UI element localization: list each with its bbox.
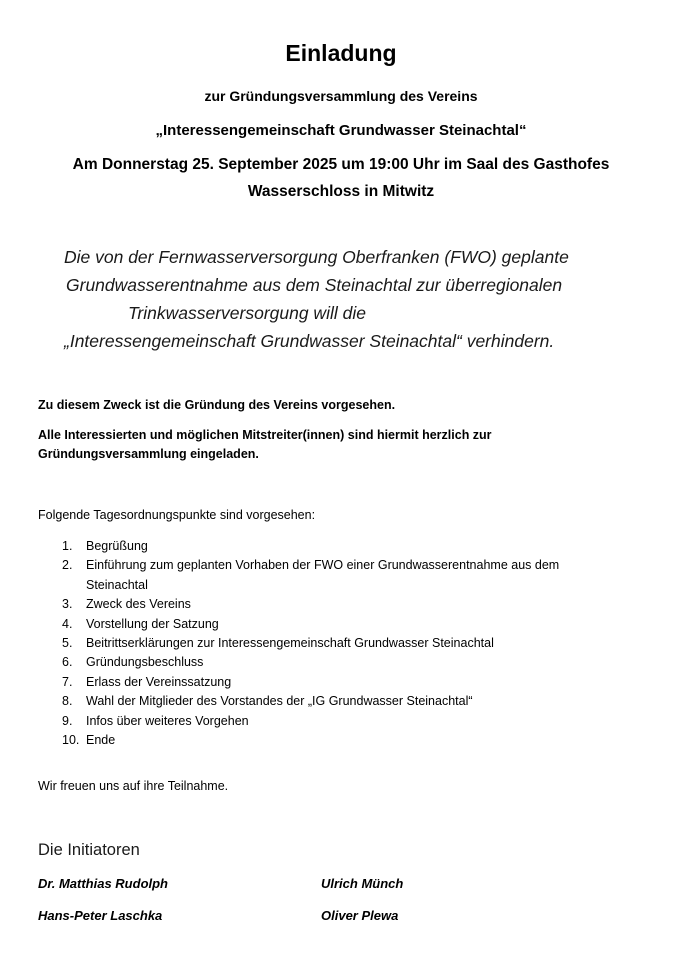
agenda-text: Ende (86, 732, 116, 747)
agenda-item (62, 712, 622, 731)
agenda-number: 8. (62, 694, 73, 709)
document-title: Einladung (285, 40, 397, 66)
agenda-text: Infos über weiteres Vorgehen (86, 713, 249, 728)
agenda-number: 7. (62, 674, 73, 689)
signatory-name: Oliver Plewa (321, 908, 399, 923)
agenda-intro: Folgende Tagesordnungspunkte sind vorgesehen: (38, 508, 316, 522)
date-line-1: Am Donnerstag 25. September 2025 um 19:00 Uhr im Saal des Gasthofes (72, 156, 610, 173)
agenda-text: Begrüßung (86, 539, 148, 553)
initiators-heading: Die Initiatoren (38, 841, 140, 859)
agenda-item (62, 556, 622, 595)
thanks-text: Wir freuen uns auf ihre Teilnahme. (38, 779, 229, 793)
signatory-name: Hans-Peter Laschka (38, 908, 163, 923)
purpose-text: Zu diesem Zweck ist die Gründung des Vereins vorgesehen. (38, 398, 396, 412)
agenda-text: Wahl der Mitglieder des Vorstandes der „IG Grundwasser Steinachtal“ (86, 694, 473, 709)
agenda-number: 3. (62, 597, 73, 612)
invite-line-2: Gründungsversammlung eingeladen. (38, 447, 259, 461)
agenda-item (62, 731, 622, 750)
agenda-item (62, 653, 622, 672)
agenda-number: 1. (62, 539, 73, 553)
agenda-list (62, 537, 622, 750)
statement-line-3: Trinkwasserversorgung will die (128, 303, 366, 323)
agenda-number: 6. (62, 655, 73, 670)
signatory-name: Ulrich Münch (321, 876, 404, 891)
invite-line-1: Alle Interessierten und möglichen Mitstreiter(innen) sind hiermit herzlich zur (38, 428, 492, 442)
agenda-item (62, 595, 622, 614)
agenda-item (62, 537, 622, 556)
agenda-text: Erlass der Vereinssatzung (86, 674, 232, 689)
association-name: „Interessengemeinschaft Grundwasser Steinachtal“ (155, 122, 527, 139)
statement-line-4: „Interessengemeinschaft Grundwasser Steinachtal“ verhindern. (64, 331, 555, 351)
statement-line-2: Grundwasserentnahme aus dem Steinachtal zur überregionalen (66, 275, 563, 295)
agenda-text: Beitrittserklärungen zur Interessengemeinschaft Grundwasser Steinachtal (86, 635, 494, 650)
agenda-number: 5. (62, 635, 73, 650)
signatory-name: Dr. Matthias Rudolph (38, 876, 168, 891)
agenda-number: 2. (62, 558, 73, 573)
agenda-text: Zweck des Vereins (86, 597, 191, 612)
statement-line-1: Die von der Fernwasserversorgung Oberfranken (FWO) geplante (64, 247, 569, 267)
agenda-number: 10. (62, 732, 80, 747)
agenda-number: 9. (62, 713, 73, 728)
agenda-number: 4. (62, 616, 73, 631)
agenda-item (62, 673, 622, 692)
agenda-item (62, 615, 622, 634)
agenda-item (62, 634, 622, 653)
agenda-text: Vorstellung der Satzung (86, 616, 219, 631)
agenda-item (62, 692, 622, 711)
subtitle: zur Gründungsversammlung des Vereins (204, 88, 478, 104)
date-line-2: Wasserschloss in Mitwitz (247, 183, 435, 200)
agenda-text: Gründungsbeschluss (86, 655, 204, 670)
agenda-text: Einführung zum geplanten Vorhaben der FWO einer Grundwasserentnahme aus dem Steinachtal (86, 558, 560, 592)
